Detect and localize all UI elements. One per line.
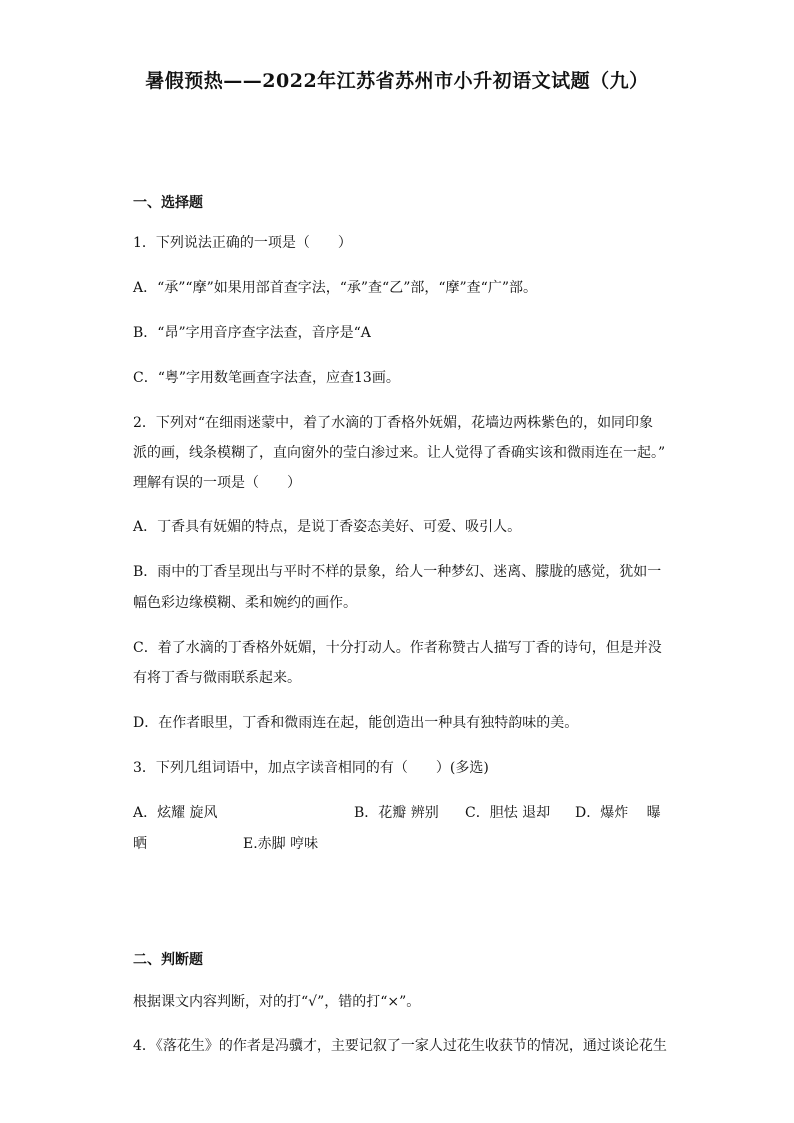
question-3-option-c: C．胆怯 退却 (465, 805, 551, 821)
question-2-stem-line-1: 2．下列对“在细雨迷蒙中，着了水滴的丁香格外妩媚，花墙边两株紫色的，如同印象 (133, 415, 654, 431)
question-3-option-d-continued: 晒 (133, 836, 147, 852)
section-heading-judgement: 二、判断题 (133, 952, 203, 968)
question-1-option-c: C．“粤”字用数笔画查字法查，应查13画。 (133, 370, 400, 386)
question-1-option-b: B．“昂”字用音序查字法查，音序是“A (133, 325, 371, 341)
page-title: 暑假预热——2022年江苏省苏州市小升初语文试题（九） (145, 70, 649, 92)
question-4-stem: 4．《落花生》的作者是冯骥才，主要记叙了一家人过花生收获节的情况，通过谈论花生 (133, 1038, 667, 1054)
question-2-stem-line-2: 派的画，线条模糊了，直向窗外的莹白渗过来。让人觉得了香确实该和微雨连在一起。” (133, 445, 666, 461)
question-3-stem: 3．下列几组词语中，加点字读音相同的有（ ）(多选) (133, 760, 489, 776)
question-1-stem: 1．下列说法正确的一项是（ ） (133, 235, 352, 251)
question-3-option-e: E.赤脚 哼味 (243, 836, 319, 852)
question-3-option-d: D．爆炸 曝 (575, 805, 661, 821)
question-2-option-c-line-1: C．着了水滴的丁香格外妩媚，十分打动人。作者称赞古人描写丁香的诗句，但是并没 (133, 640, 662, 656)
question-2-option-b-line-1: B．雨中的丁香呈现出与平时不样的景象，给人一种梦幻、迷离、朦胧的感觉，犹如一 (133, 564, 662, 580)
question-1-option-a: A．“承”“摩”如果用部首查字法，“承”查“乙”部，“摩”查“广”部。 (133, 280, 537, 296)
question-2-option-b-line-2: 幅色彩边缘模糊、柔和婉约的画作。 (133, 595, 357, 611)
question-2-option-c-line-2: 有将丁香与微雨联系起来。 (133, 670, 301, 686)
section-heading-choice: 一、选择题 (133, 195, 203, 211)
question-2-option-d: D．在作者眼里，丁香和微雨连在起，能创造出一种具有独特韵味的美。 (133, 715, 579, 731)
question-2-stem-line-3: 理解有误的一项是（ ） (133, 475, 301, 491)
judgement-instruction: 根据课文内容判断，对的打“√”，错的打“×”。 (133, 994, 421, 1010)
question-2-option-a: A．丁香具有妩媚的特点，是说丁香姿态美好、可爱、吸引人。 (133, 519, 522, 535)
question-3-option-a: A．炫耀 旋风 (133, 805, 218, 821)
question-3-option-b: B．花瓣 辨别 (354, 805, 439, 821)
